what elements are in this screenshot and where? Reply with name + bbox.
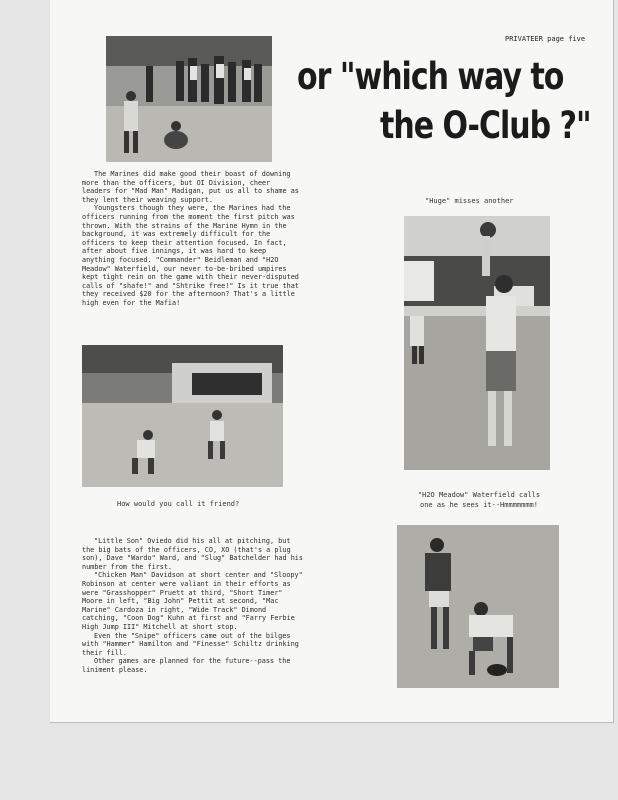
caption-meadow-line-2: one as he sees it--Hmmmmmmm! xyxy=(419,501,538,509)
paragraph-4: "Chicken Man" Davidson at short center and "Sloopy" Robinson at center were valiant in their efforts as were "Grasshopper" Pruett at third, "Short Timer" Moore in left, "Big John" Pettit at second, "Mac Marine" Cardoza in right, "Wide Track" Dimond catching, "Coon Dog" Kuhn at first and "Farry Ferbie High Jump III" Mitchell at short stop. xyxy=(82,571,303,631)
photo-huge-misses xyxy=(404,216,550,470)
paragraph-2: Youngsters though they were, the Marines had the officers running from the moment the first pitch was thrown. With the strains of the Marine Hymn in the background, it was extremely difficult for the officers to keep their attention focused. In fact, after about five innings, it was hard to keep anything focused. "Commander" Beidleman and "H2O Meadow" Waterfield, our never to-be-bribed umpires kept tight rein on the game with their never-disputed calls of "shafe!" and "Shtrike free!" Is it true that they received $20 for the afternoon? That's a little high even for the Mafia! xyxy=(82,204,299,307)
article-column-top xyxy=(82,170,302,308)
caption-meadow xyxy=(395,490,563,510)
page-header: PRIVATEER page five xyxy=(505,35,586,43)
article-column-bottom xyxy=(82,537,305,675)
photo-dugout xyxy=(82,345,283,487)
photo-softball-crowd xyxy=(106,36,272,162)
photo-meadow-calls xyxy=(397,525,559,688)
paragraph-5: Even the "Snipe" officers came out of the bilges with "Hammer" Hamilton and "Finesse" Schiltz drinking their fill. xyxy=(82,631,299,657)
paragraph-1: The Marines did make good their boast of downing more than the officers, but OI Division, cheer leaders for "Mad Man" Madigan, put us all to shame as they lent their weaving support. xyxy=(82,170,299,204)
paragraph-3: "Little Son" Oviedo did his all at pitching, but the big bats of the officers, CO, XO (that's a plug son), Dave "Wardo" Ward, and "Slug" Batchelder had his number from the first. xyxy=(82,537,303,571)
paragraph-6: Other games are planned for the future--pass the liniment please. xyxy=(82,657,291,674)
caption-meadow-line-1: "H2O Meadow" Waterfield calls xyxy=(417,491,541,499)
caption-call-friend: How would you call it friend? xyxy=(117,500,240,508)
headline-line-1: or "which way to xyxy=(297,55,564,99)
caption-huge: "Huge" misses another xyxy=(425,197,514,205)
headline-line-2: the O-Club ?" xyxy=(380,104,591,148)
